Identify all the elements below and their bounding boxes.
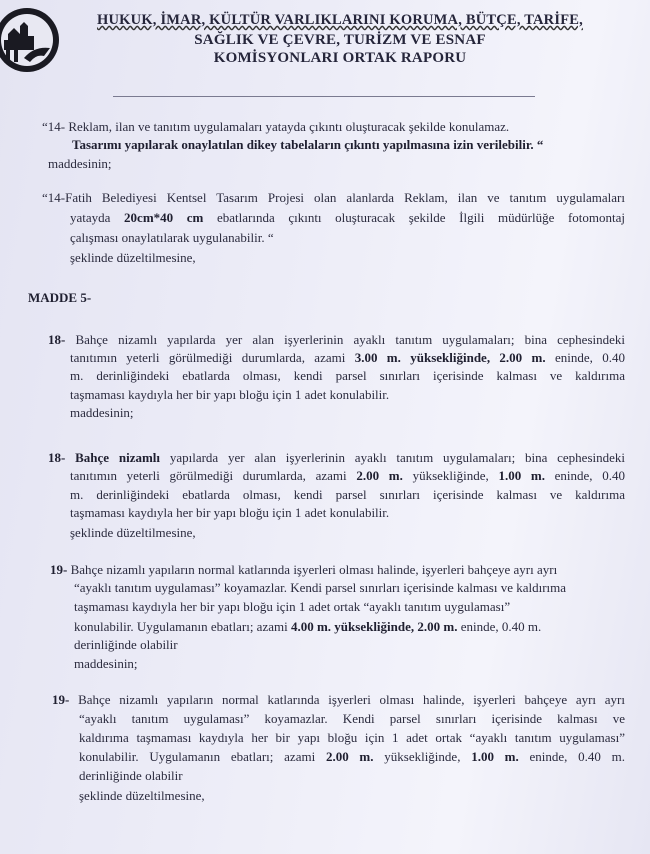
text: m. derinliğindeki ebatlarda olması, kendi parsel sınırları içerisinde kalması ve kaldırıma	[70, 487, 625, 502]
text: taşmaması kaydıyla her bir yapı bloğu için 1 adet konulabilir.	[70, 505, 390, 520]
text-line	[48, 156, 112, 172]
text: taşmaması kaydıyla her bir yapı bloğu için 1 adet ortak “ayaklı tanıtım uygulaması”	[74, 599, 511, 614]
text-line	[74, 580, 566, 596]
text-line	[50, 562, 557, 578]
bold-text: 1.00 m.	[498, 468, 545, 483]
bold-text: MADDE 5-	[28, 290, 92, 305]
bold-text: 19-	[52, 692, 70, 707]
text: “14-Fatih Belediyesi Kentsel Tasarım Projesi olan alanlarda Reklam, ilan ve tanıtım uygulamaları	[42, 190, 625, 205]
text: taşmaması kaydıyla her bir yapı bloğu için 1 adet konulabilir.	[70, 387, 390, 402]
section-heading	[28, 290, 91, 306]
text-line	[70, 487, 625, 503]
text: Bahçe nizamlı yapıların normal katlarında işyerleri olması halinde, işyerleri bahçeye ayrı ayrı	[67, 562, 558, 577]
text: tanıtımın yeterli görülmediği durumlarda, azami	[70, 468, 357, 483]
bold-text: 18- Bahçe nizamlı	[48, 450, 161, 465]
text-line	[79, 788, 205, 804]
text: yüksekliğinde,	[402, 468, 499, 483]
text: yapılarda yer alan işyerlerinin ayaklı tanıtım uygulamaları; bina cephesindeki	[160, 450, 626, 465]
text: “ayaklı tanıtım uygulaması” koyamazlar. Kendi parsel sınırları içerisinde kalması ve	[79, 711, 625, 726]
text-line	[70, 468, 625, 484]
text: m. derinliğindeki ebatlarda olması, kendi parsel sınırları içerisinde kalması ve kaldırıma	[70, 368, 625, 383]
text: konulabilir. Uygulamanın ebatları; azami	[74, 619, 291, 634]
text-line	[52, 692, 625, 708]
report-title-line-2: SAĞLIK VE ÇEVRE, TURİZM VE ESNAF	[194, 32, 486, 48]
text: “14- Reklam, ilan ve tanıtım uygulamaları yatayda çıkıntı oluşturacak şekilde konulamaz.	[42, 119, 510, 134]
text: eninde, 0.40 m.	[518, 749, 625, 764]
text-line	[74, 656, 138, 672]
bold-text: 1.00 m.	[471, 749, 519, 764]
text-line	[74, 599, 510, 615]
text: yüksekliğinde,	[373, 749, 472, 764]
text: ebatlarında çıkıntı oluşturacak şekilde İlgili müdürlüğe fotomontaj	[203, 210, 626, 225]
text-line	[70, 405, 134, 421]
text-line	[70, 525, 196, 541]
text: konulabilir. Uygulamanın ebatları; azami	[79, 749, 326, 764]
text-line	[79, 730, 625, 746]
text: maddesinin;	[48, 156, 112, 171]
text: şeklinde düzeltilmesine,	[70, 250, 196, 265]
header-divider	[113, 96, 535, 97]
text-line	[70, 230, 274, 246]
text: Bahçe nizamlı yapıların normal katlarında işyerleri olması halinde, işyerleri bahçeye ayrı ayrı	[69, 692, 625, 707]
text-line	[42, 190, 625, 206]
text-line	[74, 619, 541, 635]
text-line	[70, 387, 389, 403]
text: yatayda	[70, 210, 125, 225]
text: şeklinde düzeltilmesine,	[79, 788, 205, 803]
text: eninde, 0.40	[544, 468, 625, 483]
report-title-line-3: KOMİSYONLARI ORTAK RAPORU	[213, 50, 467, 66]
text: “ayaklı tanıtım uygulaması” koyamazlar. Kendi parsel sınırları içerisinde kalması ve kaldırıma	[74, 580, 567, 595]
text: çalışması onaylatılarak uygulanabilir. “	[70, 230, 274, 245]
text-line	[79, 749, 625, 765]
text: eninde, 0.40	[545, 350, 625, 365]
bold-text: 19-	[50, 562, 68, 577]
text: eninde, 0.40 m.	[457, 619, 542, 634]
text-line	[42, 119, 509, 135]
bold-text: 20cm*40 cm	[124, 210, 204, 225]
text-line	[70, 368, 625, 384]
text: tanıtımın yeterli görülmediği durumlarda, azami	[70, 350, 355, 365]
text: maddesinin;	[74, 656, 138, 671]
text-line	[79, 711, 625, 727]
text: kaldırıma taşmaması kaydıyla her bir yapı bloğu için 1 adet ortak “ayaklı tanıtım uygulaması”	[79, 730, 625, 745]
text: şeklinde düzeltilmesine,	[70, 525, 196, 540]
bold-text: 2.00 m.	[325, 749, 374, 764]
text-line	[72, 137, 543, 153]
text-line	[48, 332, 625, 348]
text-line	[70, 505, 389, 521]
bold-text: Tasarımı yapılarak onaylatılan dikey tabelaların çıkıntı yapılmasına izin verilebilir. “	[72, 137, 544, 152]
text-line	[70, 210, 625, 226]
text-line	[74, 637, 178, 653]
report-title-line-1: HUKUK, İMAR, KÜLTÜR VARLIKLARINI KORUMA, BÜTÇE, TARİFE,	[97, 12, 583, 28]
text-line	[79, 768, 183, 784]
text: derinliğinde olabilir	[74, 637, 178, 652]
text: derinliğinde olabilir	[79, 768, 183, 783]
bold-text: 4.00 m. yüksekliğinde, 2.00 m.	[290, 619, 458, 634]
text: Bahçe nizamlı yapılarda yer alan işyerlerinin ayaklı tanıtım uygulamaları; bina cephesindeki	[65, 332, 625, 347]
bold-text: 3.00 m. yüksekliğinde, 2.00 m.	[354, 350, 546, 365]
text: maddesinin;	[70, 405, 134, 420]
bold-text: 2.00 m.	[356, 468, 403, 483]
bold-text: 18-	[48, 332, 66, 347]
text-line	[70, 250, 196, 266]
text-line	[48, 450, 625, 466]
text-line	[70, 350, 625, 366]
